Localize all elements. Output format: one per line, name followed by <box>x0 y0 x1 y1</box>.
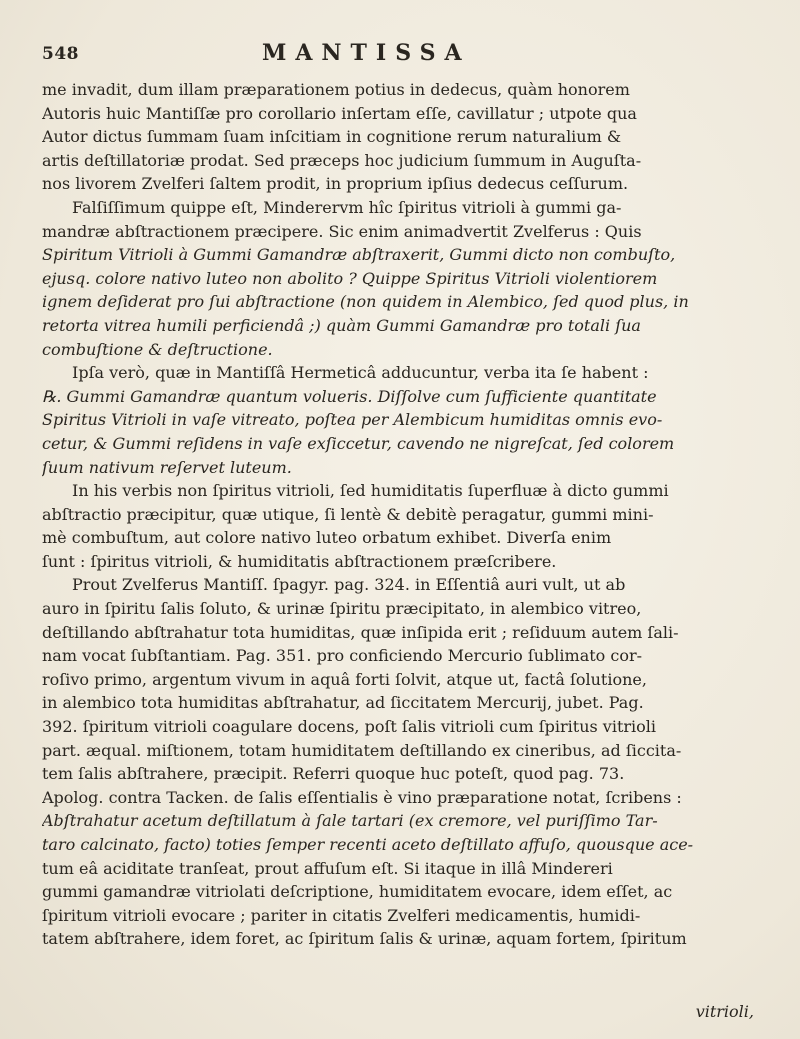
page-number: 548 <box>42 44 79 64</box>
text-line: Spiritus Vitrioli in vaſe vitreato, poſtea per Alembicum humiditas omnis evo- <box>42 410 663 430</box>
text-line: retorta vitrea humili perficiendâ ;) quàm Gummi Gamandræ pro totali ſua <box>42 315 641 335</box>
text-line: ſuum nativum reſervet luteum. <box>42 457 292 477</box>
text-line: mè combuſtum, aut colore nativo luteo orbatum exhibet. Diverſa enim <box>42 528 612 548</box>
text-line: gummi gamandræ vitriolati deſcriptione, humiditatem evocare, idem eſſet, ac <box>42 882 673 902</box>
text-line: nos livorem Zvelferi ſaltem prodit, in proprium ipſius dedecus ceſſurum. <box>42 174 629 194</box>
text-line: tum eâ aciditate tranſeat, prout affuſum eſt. Si itaque in illâ Mindereri <box>42 858 613 878</box>
text-line: roſivo primo, argentum vivum in aquâ forti ſolvit, atque ut, factâ ſolutione, <box>42 669 647 689</box>
body-text <box>42 78 782 951</box>
text-line: deſtillando abſtrahatur tota humiditas, quæ inſipida erit ; reſiduum autem ſali- <box>42 622 679 642</box>
text-line: Autor dictus ſummam ſuam inſcitiam in cognitione rerum naturalium & <box>42 127 622 147</box>
text-line: combuſtione & deſtructione. <box>42 339 273 359</box>
text-line: artis deſtillatoriæ prodat. Sed præceps hoc judicium ſummum in Auguſta- <box>42 150 642 170</box>
text-line: abſtractio præcipitur, quæ utique, ſi lentè & debitè peragatur, gummi mini- <box>42 504 654 524</box>
text-line: me invadit, dum illam præparationem potius in dedecus, quàm honorem <box>42 80 630 99</box>
page-header <box>42 40 777 70</box>
text-line: Prout Zvelferus Mantiſſ. ſpagyr. pag. 324. in Eſſentiâ auri vult, ut ab <box>72 575 626 595</box>
text-line: in alembico tota humiditas abſtrahatur, ad ſiccitatem Mercurij, jubet. Pag. <box>42 693 644 713</box>
text-line: ℞. Gummi Gamandræ quantum volueris. Diſſolve cum ſufficiente quantitate <box>42 386 657 406</box>
text-line: nam vocat ſubſtantiam. Pag. 351. pro conficiendo Mercurio ſublimato cor- <box>42 646 643 666</box>
text-line: Autoris huic Mantiſſæ pro corollario inſertam eſſe, cavillatur ; utpote qua <box>42 103 637 123</box>
text-line: cetur, & Gummi reſidens in vaſe exſiccetur, cavendo ne nigreſcat, ſed colorem <box>42 433 675 453</box>
text-line: ſpiritum vitrioli evocare ; pariter in citatis Zvelferi medicamentis, humidi- <box>42 905 641 925</box>
text-line: Falſiſſimum quippe eſt, Minderervm hîc ſpiritus vitrioli à gummi ga- <box>72 197 622 217</box>
text-line: tatem abſtrahere, idem foret, ac ſpiritum ſalis & urinæ, aquam fortem, ſpiritum <box>42 929 687 949</box>
text-line: taro calcinato, facto) toties ſemper recenti aceto deſtillato affuſo, quousque ace- <box>42 835 694 854</box>
text-line: ejusq. colore nativo luteo non abolito ? Quippe Spiritus Vitrioli violentiorem <box>42 268 658 288</box>
text-line: 392. ſpiritum vitrioli coagulare docens, poſt ſalis vitrioli cum ſpiritus vitrioli <box>42 717 657 737</box>
text-line: In his verbis non ſpiritus vitrioli, ſed humiditatis ſuperfluæ à dicto gummi <box>72 481 669 501</box>
text-line: ſunt : ſpiritus vitrioli, & humiditatis abſtractionem præſcribere. <box>42 551 557 571</box>
running-head: MANTISSA <box>262 40 471 66</box>
text-line: Spiritum Vitrioli à Gummi Gamandræ abſtraxerit, Gummi dicto non combuſto, <box>42 245 676 265</box>
catchword: vitrioli, <box>695 1002 754 1021</box>
text-line: part. æqual. miſtionem, totam humiditatem deſtillando ex cineribus, ad ſiccita- <box>42 740 682 760</box>
text-line: mandræ abſtractionem præcipere. Sic enim animadvertit Zvelferus : Quis <box>42 221 642 241</box>
text-line: ignem deſiderat pro ſui abſtractione (non quidem in Alembico, ſed quod plus, in <box>42 292 689 312</box>
text-line: Abſtrahatur acetum deſtillatum à ſale tartari (ex cremore, vel puriſſimo Tar- <box>42 811 658 831</box>
text-line: auro in ſpiritu ſalis ſoluto, & urinæ ſpiritu præcipitato, in alembico vitreo, <box>42 599 642 619</box>
text-line: Ipſa verò, quæ in Mantiſſâ Hermeticâ adducuntur, verba ita ſe habent : <box>72 363 649 383</box>
text-line: Apolog. contra Tacken. de ſalis eſſentialis è vino præparatione notat, ſcribens : <box>42 787 682 807</box>
text-line: tem ſalis abſtrahere, præcipit. Referri quoque huc poteſt, quod pag. 73. <box>42 764 625 784</box>
